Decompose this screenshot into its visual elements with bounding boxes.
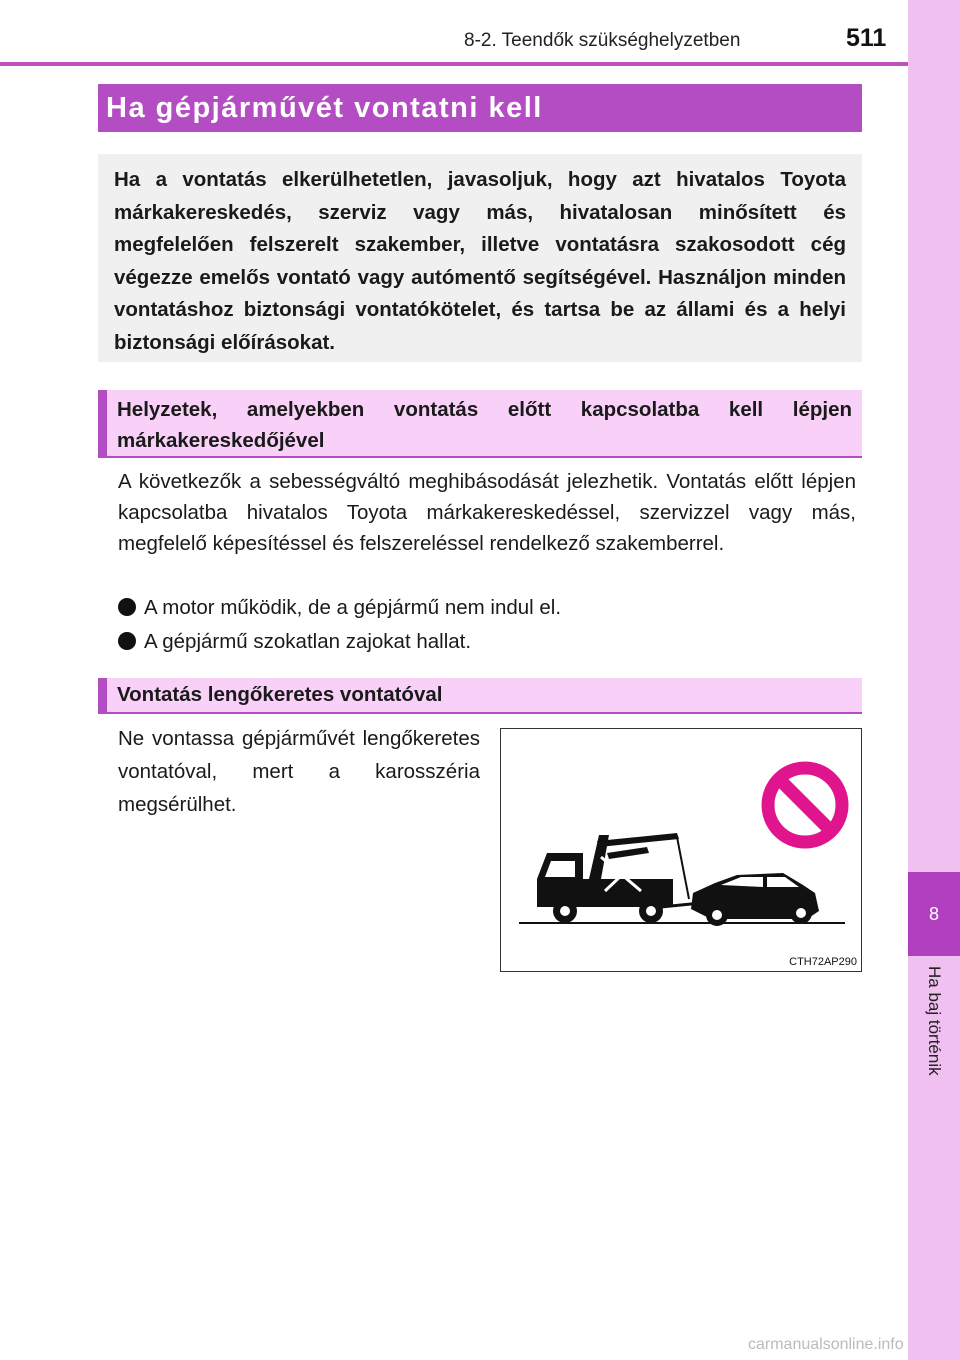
section-header: 8-2. Teendők szükséghelyzetben (464, 30, 741, 51)
bullet-icon (118, 632, 136, 650)
tow-truck-drawing (501, 729, 863, 973)
watermark: carmanualsonline.info (748, 1336, 904, 1353)
prohibition-icon (768, 768, 842, 842)
page-number: 511 (846, 24, 887, 52)
sling-tow-illustration (500, 728, 862, 972)
list-item-text: A gépjármű szokatlan zajokat hallat. (144, 630, 472, 653)
section1-body: A következők a sebességváltó meghibásodását jelezhetik. Vontatás előtt lépjen kapcsolatba hivatalos Toyota márkakereskedéssel, szervizzel vagy más, megfelelő képesítéssel és felszereléssel rendelkező szakemberrel. (118, 470, 856, 555)
bullet-icon (118, 598, 136, 616)
towed-car-icon (691, 873, 819, 926)
header-divider (0, 62, 908, 66)
intro-paragraph: Ha a vontatás elkerülhetetlen, javasoljuk, hogy azt hivatalos Toyota márkakereskedés, szerviz vagy más, hivatalosan minősített és megfelelően felszerelt szakember, illetve vontatásra szakosodott cég végezze emelős vontató vagy autómentő segítségével. Használjon minden vontatáshoz biztonsági vontatókötelet, és tartsa be az állami és a helyi biztonsági előírásokat. (98, 154, 862, 362)
figure-code: CTH72AP290 (789, 956, 857, 968)
section2-body: Ne vontassa gépjárművét lengőkeretes vontatóval, mert a karosszéria megsérülhet. (118, 727, 480, 816)
chapter-title: Ha baj történik (925, 966, 944, 1076)
section-heading-sling-tow: Vontatás lengőkeretes vontatóval (98, 678, 862, 714)
list-item (118, 592, 561, 623)
chapter-title-tab (908, 966, 960, 1106)
list-item (118, 626, 471, 657)
section-heading-dealer-contact: Helyzetek, amelyekben vontatás előtt kapcsolatba kell lépjen márkakereskedőjével (98, 390, 862, 458)
chapter-sidebar (908, 0, 960, 1360)
page-title: Ha gépjárművét vontatni kell (98, 84, 862, 132)
list-item-text: A motor működik, de a gépjármű nem indul el. (144, 596, 562, 619)
chapter-number-tab: 8 (908, 872, 960, 956)
